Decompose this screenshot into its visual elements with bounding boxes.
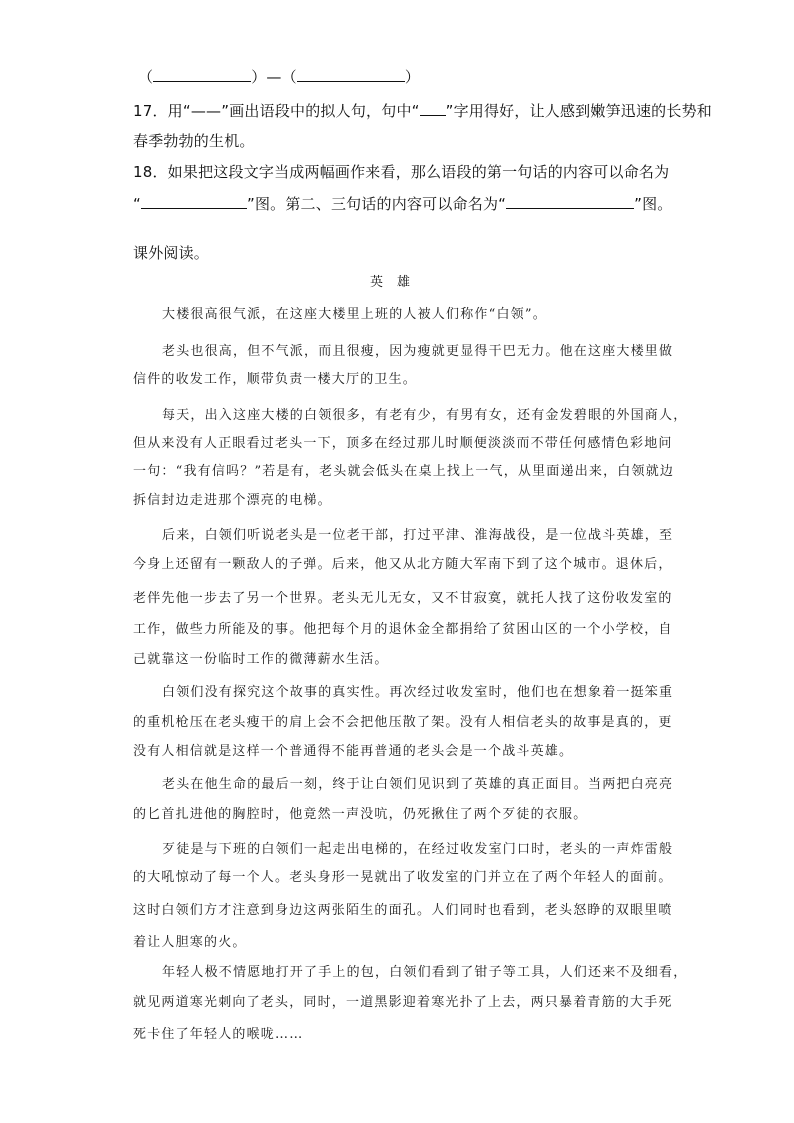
question-18: 18．如果把这段文字当成两幅画作来看，那么语段的第一句话的内容可以命名为 bbox=[133, 163, 670, 181]
q18-blank-2[interactable] bbox=[506, 193, 634, 209]
story-line: 拆信封边走进那个漂亮的电梯。 bbox=[133, 493, 332, 508]
story-line: 每天，出入这座大楼的白领很多，有老有少，有男有女，还有金发碧眼的外国商人， bbox=[162, 408, 688, 423]
question-18-cont bbox=[133, 193, 673, 214]
section-heading: 课外阅读。 bbox=[133, 244, 210, 262]
story-line: 老伴先他一步去了另一个世界。老头无儿无女，又不甘寂寞，就托人找了这份收发室的 bbox=[133, 591, 673, 606]
q17-text-c: ”字用得好，让人感到嫩笋迅速的长势和 bbox=[445, 102, 712, 120]
story-line: 就见两道寒光刺向了老头，同时，一道黑影迎着寒光扑了上去，两只暴着青筋的大手死 bbox=[133, 995, 673, 1010]
story-line: 白领们没有探究这个故事的真实性。再次经过收发室时，他们也在想象着一挺笨重 bbox=[162, 685, 674, 700]
answer-blank-2[interactable] bbox=[297, 66, 405, 82]
story-line: 的匕首扎进他的胸腔时，他竟然一声没吭，仍死揪住了两个歹徒的衣服。 bbox=[133, 807, 588, 822]
story-line: 没有人相信就是这样一个普通得不能再普通的老头会是一个战斗英雄。 bbox=[133, 744, 574, 759]
story-line: 这时白领们方才注意到身边这两张陌生的面孔。人们同时也看到，老头怒睁的双眼里喷 bbox=[133, 903, 673, 918]
story-line: 信件的收发工作，顺带负责一楼大厅的卫生。 bbox=[133, 372, 418, 387]
q16-answer-line bbox=[138, 66, 420, 87]
question-17-cont: 春季勃勃的生机。 bbox=[133, 132, 255, 150]
story-line: 老头在他生命的最后一刻，终于让白领们见识到了英雄的真正面目。当两把白亮亮 bbox=[162, 777, 674, 792]
story-line: 一句：“我有信吗？”若是有，老头就会低头在桌上找上一气，从里面递出来，白领就边 bbox=[133, 464, 675, 479]
story-line: 年轻人极不情愿地打开了手上的包，白领们看到了钳子等工具，人们还来不及细看， bbox=[162, 965, 688, 980]
story-line: 的重机枪压在老头瘦干的肩上会不会把他压散了架。没有人相信老头的故事是真的，更 bbox=[133, 715, 673, 730]
q18-quote-open: “ bbox=[133, 195, 141, 213]
q17-blank[interactable] bbox=[420, 100, 446, 116]
q17-line-marker: —— bbox=[190, 102, 222, 120]
dash-separator: ）—（ bbox=[251, 68, 297, 86]
paren-open: （ bbox=[138, 68, 154, 86]
story-line: 工作，做些力所能及的事。他把每个月的退休金全都捐给了贫困山区的一个小学校，自 bbox=[133, 622, 673, 637]
paren-close: ） bbox=[404, 68, 421, 86]
q18-text-c: ”图。 bbox=[634, 195, 673, 213]
q17-text-a: 17．用“ bbox=[133, 102, 191, 120]
story-line: 歹徒是与下班的白领们一起走出电梯的，在经过收发室门口时，老头的一声炸雷般 bbox=[162, 842, 674, 857]
story-line: 着让人胆寒的火。 bbox=[133, 935, 247, 950]
q17-text-b: ”画出语段中的拟人句，句中“ bbox=[221, 102, 420, 120]
story-line: 死卡住了年轻人的喉咙…… bbox=[133, 1027, 304, 1042]
story-title: 英雄 bbox=[369, 275, 424, 290]
q18-text-b: ”图。第二、三句话的内容可以命名为“ bbox=[246, 195, 507, 213]
story-line: 己就靠这一份临时工作的微薄薪水生活。 bbox=[133, 652, 389, 667]
question-17 bbox=[133, 100, 712, 121]
story-line: 今身上还留有一颗敌人的子弹。后来，他又从北方随大军南下到了这个城市。退休后， bbox=[133, 557, 673, 572]
story-line: 的大吼惊动了每一个人。老头身形一晃就出了收发室的门并立在了两个年轻人的面前。 bbox=[133, 870, 673, 885]
story-line: 后来，白领们听说老头是一位老干部，打过平津、淮海战役，是一位战斗英雄，至 bbox=[162, 528, 674, 543]
answer-blank-1[interactable] bbox=[153, 66, 251, 82]
q18-blank-1[interactable] bbox=[141, 193, 247, 209]
story-line: 大楼很高很气派，在这座大楼里上班的人被人们称作“白领”。 bbox=[162, 307, 547, 322]
story-line: 老头也很高，但不气派，而且很瘦，因为瘦就更显得干巴无力。他在这座大楼里做 bbox=[162, 344, 674, 359]
story-line: 但从来没有人正眼看过老头一下，顶多在经过那儿时顺便淡淡而不带任何感情色彩地问 bbox=[133, 436, 673, 451]
